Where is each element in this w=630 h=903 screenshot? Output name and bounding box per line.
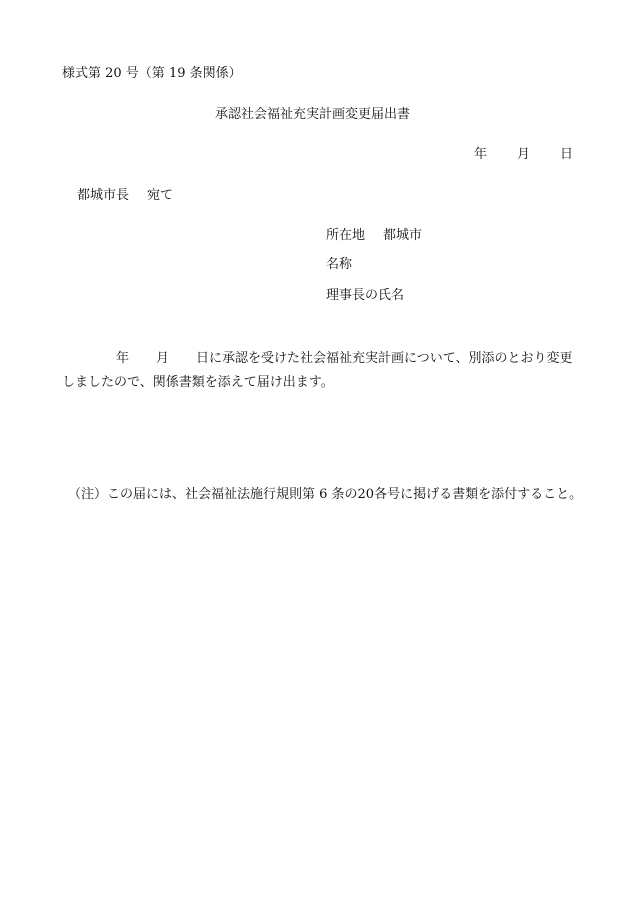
applicant-name-label: 名称 [326, 257, 353, 272]
form-number: 様式第 20 号（第 19 条関係） [62, 66, 242, 81]
date-line [474, 148, 573, 161]
body-day-text: 日に承認を受けた社会福祉充実計画について、別添のとおり変更しましたので、関係書類を添えて届け出ます。 [62, 351, 573, 390]
body-year: 年 [116, 351, 130, 366]
applicant-address [326, 229, 422, 242]
addressee-suffix: 宛て [147, 188, 174, 203]
document-title: 承認社会福祉充実計画変更届出書 [215, 107, 411, 122]
applicant-representative-label: 理事長の氏名 [326, 288, 405, 303]
addressee [77, 189, 173, 202]
applicant-address-value: 都城市 [383, 228, 423, 243]
date-year: 年 [474, 147, 488, 162]
applicant-address-label: 所在地 [326, 228, 366, 243]
body-month: 月 [156, 351, 170, 366]
date-day: 日 [560, 147, 574, 162]
body-paragraph [62, 347, 574, 395]
date-month: 月 [517, 147, 531, 162]
addressee-name: 都城市長 [77, 188, 130, 203]
note-text: （注）この届には、社会福祉法施行規則第 6 条の20各号に掲げる書類を添付すること。 [68, 487, 583, 502]
